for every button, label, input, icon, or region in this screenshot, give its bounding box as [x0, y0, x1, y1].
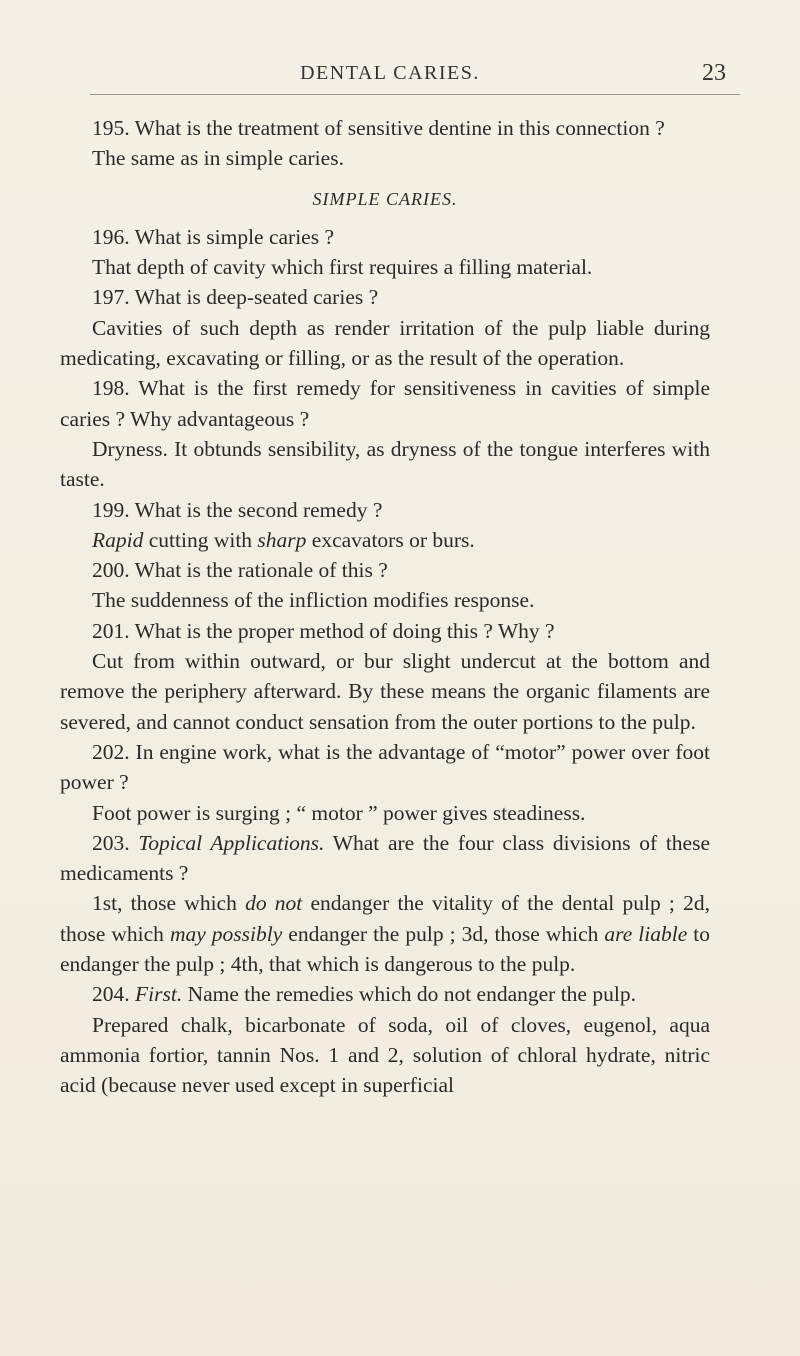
question-203-rest: What are the four class divisions of these medicaments ? [60, 830, 710, 886]
emphasis-topical-applications: Topical Applications. [138, 830, 325, 855]
answer-195: The same as in simple caries. [92, 146, 344, 171]
answer-196: That depth of cavity which first requires a filling material. [92, 255, 593, 280]
answer-204: Prepared chalk, bicarbonate of soda, oil of cloves, eugenol, aqua ammonia fortior, tannin Nos. 1 and 2, solution of chloral hydrate, nitric acid (because never used except in superficial [60, 1012, 710, 1098]
emphasis-rapid: Rapid [92, 527, 144, 552]
question-203 [60, 828, 710, 889]
question-201: 201. What is the proper method of doing this ? Why ? [92, 618, 555, 643]
answer-199-end: excavators or burs. [306, 527, 475, 552]
question-204-number: 204. [92, 982, 135, 1007]
emphasis-do-not: do not [245, 891, 303, 916]
answer-201: Cut from within outward, or bur slight undercut at the bottom and remove the periphery afterward. By these means the organic filaments are severed, and cannot conduct sensation from the outer portions to the pulp. [60, 649, 710, 734]
answer-199-mid: cutting with [143, 527, 258, 552]
question-200: 200. What is the rationale of this ? [92, 558, 388, 583]
answer-203-part4: to endanger the pulp ; 4th, that which is dangerous to the pulp. [60, 921, 710, 977]
answer-197: Cavities of such depth as render irritation of the pulp liable during medicating, excavating or filling, or as the result of the operation. [60, 315, 710, 371]
question-204-rest: Name the remedies which do not endanger the pulp. [182, 982, 636, 1007]
answer-203-part1: 1st, those which [92, 891, 246, 916]
question-196: 196. What is simple caries ? [92, 224, 335, 249]
emphasis-are-liable: are liable [604, 921, 688, 946]
question-199: 199. What is the second remedy ? [92, 497, 383, 522]
running-head [60, 60, 726, 96]
page-number: 23 [702, 60, 726, 86]
question-204 [60, 979, 710, 1009]
header-rule [90, 94, 740, 95]
question-197: 197. What is deep-seated caries ? [92, 285, 379, 310]
question-203-number: 203. [92, 830, 139, 855]
answer-200: The suddenness of the infliction modifies response. [92, 588, 535, 613]
body-text [60, 113, 710, 1101]
emphasis-first: First. [135, 982, 183, 1007]
running-title: DENTAL CARIES. [300, 62, 480, 84]
answer-203-part3: endanger the pulp ; 3d, those which [282, 921, 605, 946]
answer-202: Foot power is surging ; “ motor ” power gives steadiness. [92, 800, 586, 825]
section-heading: SIMPLE CARIES. [312, 188, 458, 209]
question-202: 202. In engine work, what is the advantage of “motor” power over foot power ? [60, 739, 710, 795]
question-198: 198. What is the first remedy for sensitiveness in cavities of simple caries ? Why advantageous ? [60, 376, 710, 431]
emphasis-may-possibly: may possibly [169, 921, 283, 946]
answer-198: Dryness. It obtunds sensibility, as dryness of the tongue interferes with taste. [60, 436, 710, 492]
answer-203 [60, 888, 710, 979]
question-195: 195. What is the treatment of sensitive dentine in this connection ? [92, 116, 665, 140]
answer-203-part2: endanger the vitality of the dental pulp ; 2d, those which [60, 891, 710, 946]
emphasis-sharp: sharp [257, 527, 307, 552]
answer-199 [60, 525, 710, 555]
